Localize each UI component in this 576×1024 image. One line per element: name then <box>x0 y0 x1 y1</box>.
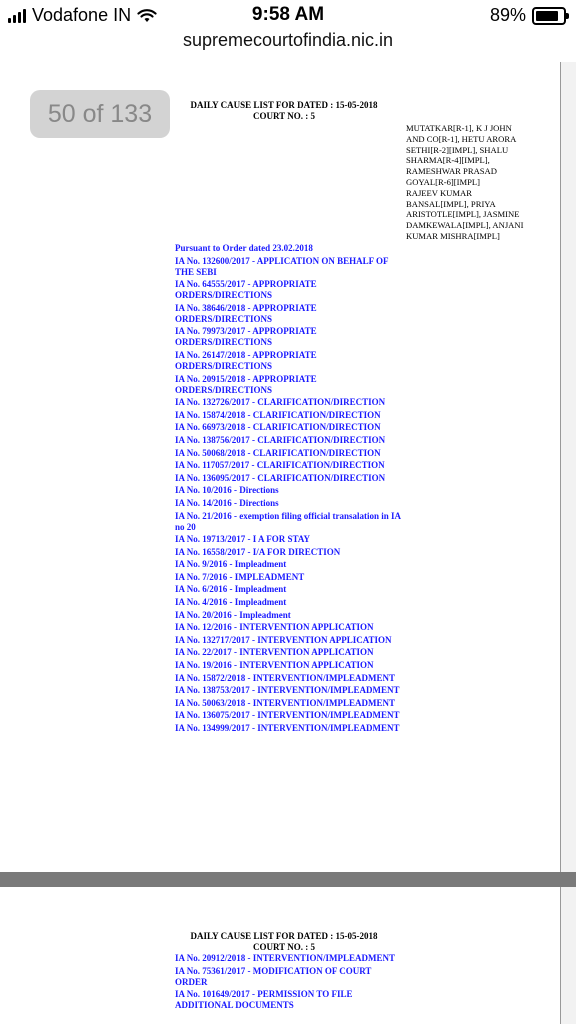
list-item[interactable]: IA No. 10/2016 - Directions <box>175 485 279 496</box>
list-item[interactable]: IA No. 12/2016 - INTERVENTION APPLICATION <box>175 622 374 633</box>
page-indicator: 50 of 133 <box>30 90 170 138</box>
list-item[interactable]: IA No. 19/2016 - INTERVENTION APPLICATION <box>175 660 374 671</box>
page-separator <box>0 872 576 887</box>
list-item[interactable]: IA No. 19713/2017 - I A FOR STAY <box>175 534 311 545</box>
clock: 9:58 AM <box>251 4 325 25</box>
list-item[interactable]: IA No. 79973/2017 - APPROPRIATE ORDERS/DIRECTIONS <box>175 326 317 348</box>
list-item[interactable]: IA No. 50063/2018 - INTERVENTION/IMPLEADMENT <box>175 697 395 708</box>
ia-list <box>175 953 405 1013</box>
ia-list <box>175 243 405 736</box>
list-item[interactable]: IA No. 20/2016 - Impleadment <box>175 609 291 620</box>
battery-percent: 89% <box>489 5 526 25</box>
page-header <box>164 931 404 953</box>
carrier-label: Vodafone IN <box>32 5 132 25</box>
battery-icon <box>532 7 566 25</box>
list-item[interactable]: IA No. 101649/2017 - PERMISSION TO FILE ADDITIONAL DOCUMENTS <box>175 989 353 1011</box>
list-item[interactable]: IA No. 9/2016 - Impleadment <box>175 559 287 570</box>
list-item[interactable]: IA No. 66973/2018 - CLARIFICATION/DIRECTION <box>175 422 381 433</box>
list-item[interactable]: IA No. 136095/2017 - CLARIFICATION/DIRECTION <box>175 472 386 483</box>
list-item[interactable]: IA No. 15874/2018 - CLARIFICATION/DIRECTION <box>175 409 381 420</box>
list-item[interactable]: IA No. 7/2016 - IMPLEADMENT <box>175 571 305 582</box>
parties-list: MUTATKAR[R-1], K J JOHN AND CO[R-1], HETU ARORA SETHI[R-2][IMPL], SHALU SHARMA[R-4][IMPL], RAMESHWAR PRASAD GOYAL[R-6][IMPL] RAJEEV KUMAR BANSAL[IMPL], PRIYA ARISTOTLE[IMPL], JASMINE DAMKEWALA[IMPL], ANJANI KUMAR MISHRA[IMPL] <box>406 123 524 241</box>
cause-list-title: DAILY CAUSE LIST FOR DATED : 15-05-2018 <box>190 931 378 941</box>
list-item[interactable]: IA No. 26147/2018 - APPROPRIATE ORDERS/DIRECTIONS <box>175 349 317 371</box>
list-item[interactable]: IA No. 20915/2018 - APPROPRIATE ORDERS/DIRECTIONS <box>175 373 317 395</box>
court-number: COURT NO. : 5 <box>252 942 316 952</box>
list-item[interactable]: IA No. 15872/2018 - INTERVENTION/IMPLEADMENT <box>175 672 395 683</box>
list-item[interactable]: IA No. 117057/2017 - CLARIFICATION/DIRECTION <box>175 460 385 471</box>
list-item[interactable]: IA No. 6/2016 - Impleadment <box>175 584 287 595</box>
list-item[interactable]: IA No. 22/2017 - INTERVENTION APPLICATION <box>175 647 374 658</box>
cause-list-title: DAILY CAUSE LIST FOR DATED : 15-05-2018 <box>190 100 378 110</box>
list-item[interactable]: IA No. 21/2016 - exemption filing official transalation in IA no 20 <box>175 510 401 532</box>
battery-group <box>490 5 566 26</box>
list-item[interactable]: Pursuant to Order dated 23.02.2018 <box>175 243 313 253</box>
list-item[interactable]: IA No. 132600/2017 - APPLICATION ON BEHALF OF THE SEBI <box>175 255 389 277</box>
court-number: COURT NO. : 5 <box>252 111 316 121</box>
status-bar <box>0 0 576 30</box>
list-item[interactable]: IA No. 50068/2018 - CLARIFICATION/DIRECTION <box>175 447 381 458</box>
list-item[interactable]: IA No. 38646/2018 - APPROPRIATE ORDERS/DIRECTIONS <box>175 302 317 324</box>
list-item[interactable]: IA No. 136075/2017 - INTERVENTION/IMPLEADMENT <box>175 710 400 721</box>
list-item[interactable]: IA No. 134999/2017 - INTERVENTION/IMPLEADMENT <box>175 723 400 733</box>
list-item[interactable]: IA No. 20912/2018 - INTERVENTION/IMPLEADMENT <box>175 953 395 963</box>
list-item[interactable]: IA No. 132717/2017 - INTERVENTION APPLICATION <box>175 634 392 645</box>
list-item[interactable]: IA No. 16558/2017 - I/A FOR DIRECTION <box>175 546 341 557</box>
list-item[interactable]: IA No. 138756/2017 - CLARIFICATION/DIRECTION <box>175 434 386 445</box>
list-item[interactable]: IA No. 75361/2017 - MODIFICATION OF COURT ORDER <box>175 965 372 987</box>
page-header <box>164 100 404 122</box>
list-item[interactable]: IA No. 64555/2017 - APPROPRIATE ORDERS/DIRECTIONS <box>175 279 317 301</box>
list-item[interactable]: IA No. 4/2016 - Impleadment <box>175 597 287 608</box>
address-bar[interactable]: supremecourtofindia.nic.in <box>182 30 394 50</box>
list-item[interactable]: IA No. 132726/2017 - CLARIFICATION/DIRECTION <box>175 397 386 408</box>
list-item[interactable]: IA No. 14/2016 - Directions <box>175 497 279 508</box>
list-item[interactable]: IA No. 138753/2017 - INTERVENTION/IMPLEADMENT <box>175 685 400 696</box>
